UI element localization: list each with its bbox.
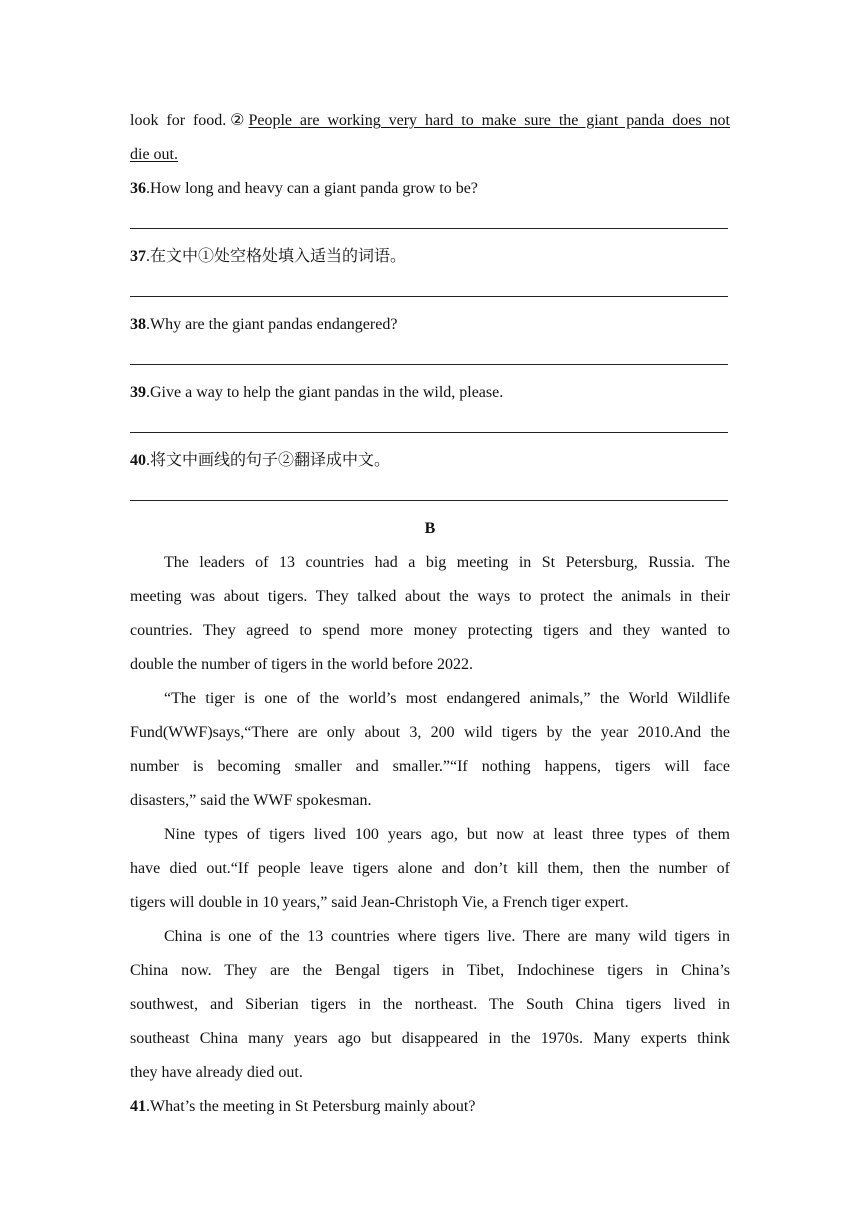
passage-text: look for food.② (130, 112, 249, 129)
question-39 (130, 376, 730, 410)
passage-a-tail-line-1 (130, 104, 730, 138)
paragraph-2-line: “The tiger is one of the world’s most endangered animals,” the World Wildlife (164, 690, 730, 707)
document-page (130, 104, 730, 1124)
question-number: 39 (130, 384, 146, 401)
underlined-sentence: die out. (130, 146, 178, 163)
question-number: 37 (130, 248, 146, 265)
paragraph-2-line: Fund(WWF)says,“There are only about 3, 200 wild tigers by the year 2010.And the (130, 724, 730, 741)
paragraph-4-line: southwest, and Siberian tigers in the northeast. The South China tigers lived in (130, 996, 730, 1013)
question-40 (130, 444, 730, 478)
question-number: 41 (130, 1098, 146, 1115)
question-38 (130, 308, 730, 342)
answer-line-37[interactable] (130, 274, 730, 308)
section-title: B (424, 520, 436, 537)
answer-line-38[interactable] (130, 342, 730, 376)
question-text: .将文中画线的句子②翻译成中文。 (146, 452, 391, 469)
paragraph-1-line: double the number of tigers in the world before 2022. (130, 656, 474, 673)
question-text: .Give a way to help the giant pandas in the wild, please. (146, 384, 504, 401)
question-text: .在文中①处空格处填入适当的词语。 (146, 248, 407, 265)
paragraph-3-line: tigers will double in 10 years,” said Jean-Christoph Vie, a French tiger expert. (130, 894, 629, 911)
question-text: .How long and heavy can a giant panda grow to be? (146, 180, 478, 197)
passage-a-tail-line-2 (130, 138, 730, 172)
paragraph-4-line: southeast China many years ago but disappeared in the 1970s. Many experts think (130, 1030, 730, 1047)
answer-line-39[interactable] (130, 410, 730, 444)
paragraph-1-line: countries. They agreed to spend more money protecting tigers and they wanted to (130, 622, 730, 639)
paragraph-2-line: disasters,” said the WWF spokesman. (130, 792, 372, 809)
question-36 (130, 172, 730, 206)
paragraph-3-line: have died out.“If people leave tigers alone and don’t kill them, then the number of (130, 860, 730, 877)
paragraph-1-line: The leaders of 13 countries had a big meeting in St Petersburg, Russia. The (164, 554, 730, 571)
paragraph-2-line: number is becoming smaller and smaller.”“If nothing happens, tigers will face (130, 758, 730, 775)
question-41 (130, 1090, 730, 1124)
question-number: 38 (130, 316, 146, 333)
underlined-sentence: People are working very hard to make sure the giant panda does not (248, 112, 730, 129)
paragraph-4-line: China now. They are the Bengal tigers in Tibet, Indochinese tigers in China’s (130, 962, 730, 979)
question-text: .Why are the giant pandas endangered? (146, 316, 398, 333)
question-37 (130, 240, 730, 274)
question-number: 36 (130, 180, 146, 197)
paragraph-1-line: meeting was about tigers. They talked about the ways to protect the animals in their (130, 588, 730, 605)
paragraph-4-line: they have already died out. (130, 1064, 303, 1081)
paragraph-4-line: China is one of the 13 countries where tigers live. There are many wild tigers in (164, 928, 730, 945)
answer-line-40[interactable] (130, 478, 730, 512)
question-text: .What’s the meeting in St Petersburg mainly about? (146, 1098, 476, 1115)
paragraph-3-line: Nine types of tigers lived 100 years ago, but now at least three types of them (164, 826, 730, 843)
question-number: 40 (130, 452, 146, 469)
answer-line-36[interactable] (130, 206, 730, 240)
